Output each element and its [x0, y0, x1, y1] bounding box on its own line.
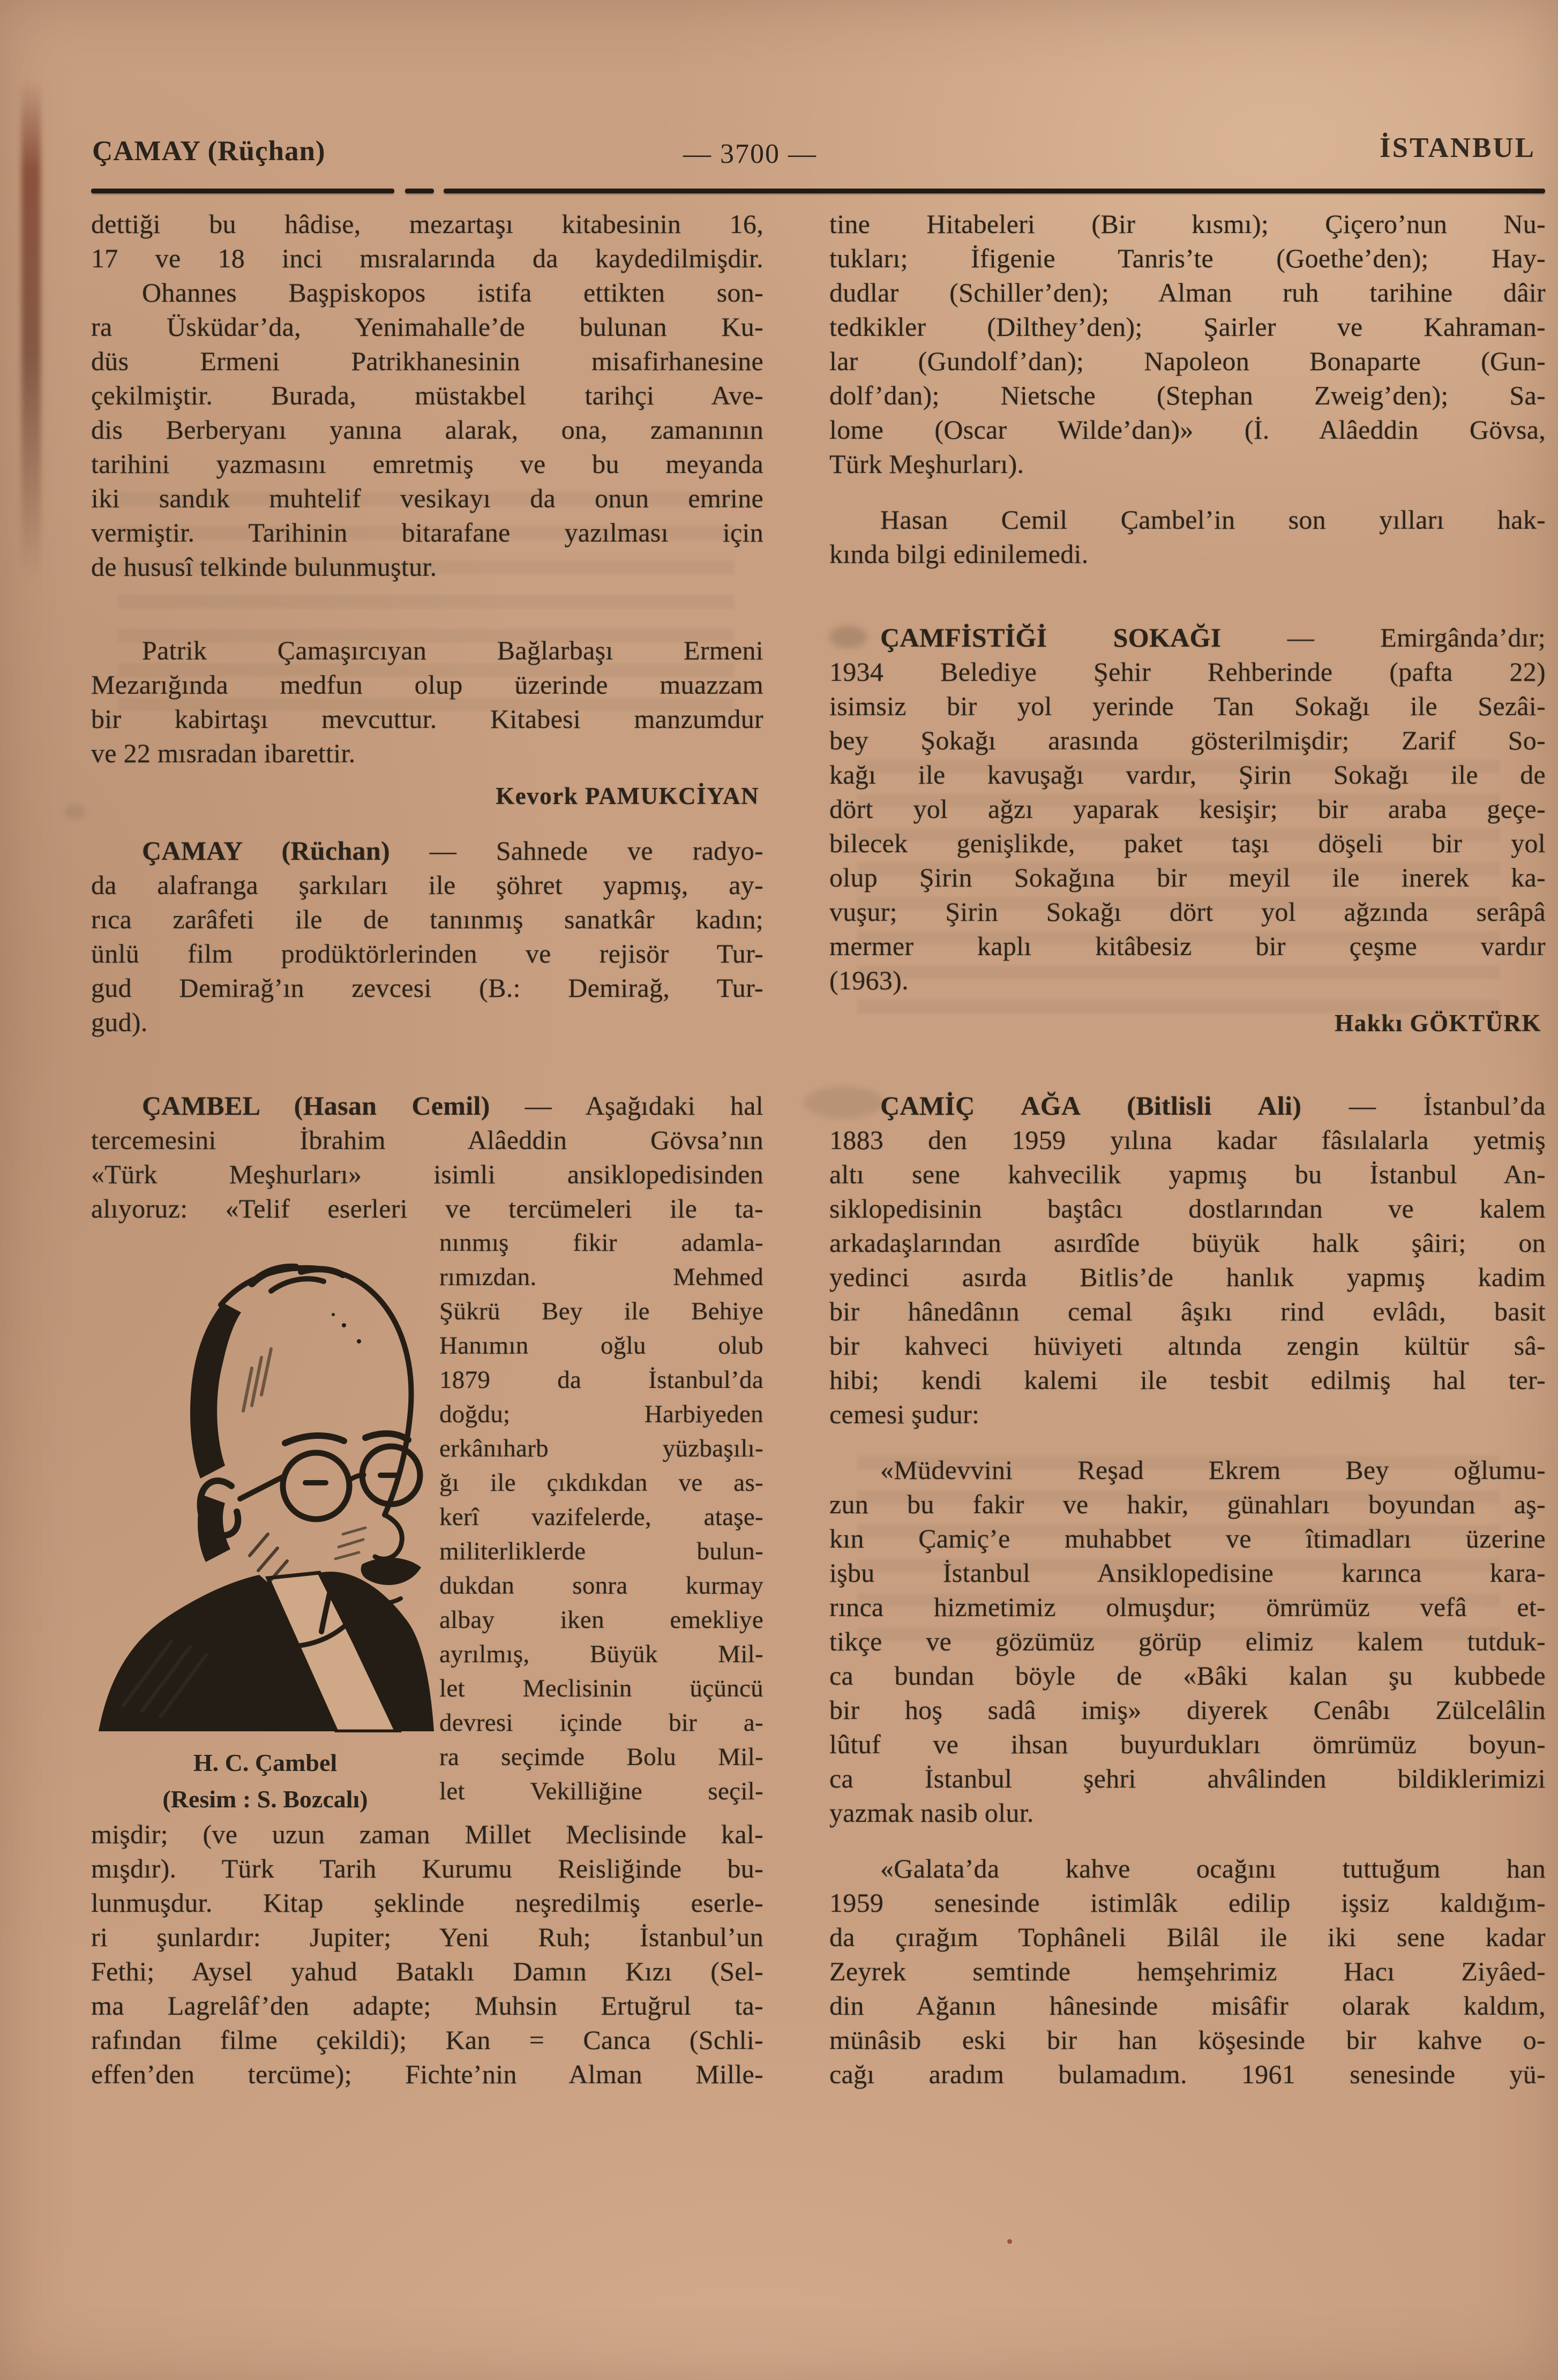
- paragraph: [829, 502, 1546, 571]
- left-column: [91, 207, 763, 2091]
- text-line: kında bilgi edinilemedi.: [829, 539, 1089, 569]
- text-line: lar (Gundolf’dan); Napoleon Bonaparte (Gun-: [829, 346, 1546, 376]
- text-line: ca bundan böyle de «Bâki kalan şu kubbede: [829, 1661, 1546, 1691]
- text-line: ünlü film prodüktörlerinden ve rejisör Tur-: [91, 939, 763, 968]
- text-line: devresi içinde bir a-: [439, 1709, 763, 1737]
- header-rule: [91, 189, 394, 193]
- text-line: gud).: [91, 1007, 148, 1037]
- text-line: albay iken emekliye: [439, 1606, 763, 1634]
- portrait-sketch: [91, 1234, 439, 1732]
- paragraph: [91, 275, 763, 584]
- text-line: 1883 den 1959 yılına kadar fâsılalarla yetmiş: [829, 1125, 1546, 1155]
- text-line: Hanımın oğlu olub: [439, 1332, 763, 1360]
- text-line: «Müdevvini Reşad Ekrem Bey oğlumu-: [880, 1455, 1546, 1485]
- text-line: dört yol ağzı yaparak kesişir; bir araba geçe-: [829, 794, 1546, 824]
- text-line: rınca hizmetimiz olmuşdur; ömrümüz vefâ et-: [829, 1592, 1546, 1622]
- text-line: kerî vazifelerde, ataşe-: [439, 1503, 763, 1531]
- text-line: ÇAMİÇ AĞA (Bitlisli Ali) — İstanbul’da: [880, 1091, 1546, 1121]
- text-line: dolf’dan); Nietsche (Stephan Zweig’den); Sa-: [829, 380, 1546, 410]
- text-line: militerliklerde bulun-: [439, 1537, 763, 1565]
- text-line: siklopedisinin baştâcı dostlarından ve kalem: [829, 1193, 1546, 1223]
- text-line: tukları; İfigenie Tanris’te (Goethe’den); Hay-: [829, 243, 1546, 273]
- text-line: ma Lagrelâf’den adapte; Muhsin Ertuğrul ta-: [91, 1991, 763, 2021]
- page-gutter-shadow: [21, 80, 41, 579]
- text-line: 1879 da İstanbul’da: [439, 1366, 763, 1394]
- text-line: dudlar (Schiller’den); Alman ruh tarihine dâir: [829, 277, 1546, 307]
- text-line: arkadaşlarından asırdîde büyük halk şâiri; on: [829, 1228, 1546, 1258]
- text-line: da alafranga şarkıları ile şöhret yapmış, ay-: [91, 870, 763, 900]
- text-line: cağı aradım bulamadım. 1961 senesinde yü-: [829, 2059, 1546, 2089]
- header-rule: [405, 189, 434, 193]
- text-line: Ohannes Başpiskopos istifa ettikten son-: [142, 277, 763, 307]
- text-line: zun bu fakir ve hakir, günahları boyundan aş-: [829, 1489, 1546, 1519]
- author-byline: Kevork PAMUKCİYAN: [496, 783, 759, 809]
- text-line: ÇAMFİSTİĞİ SOKAĞI — Emirgânda’dır;: [880, 622, 1546, 652]
- text-line: tine Hitabeleri (Bir kısmı); Çiçero’nun Nu-: [829, 209, 1546, 239]
- text-line: erkânıharb yüzbaşılı-: [439, 1435, 763, 1462]
- text-line: Hasan Cemil Çambel’in son yılları hak-: [880, 505, 1546, 535]
- text-line: mişdir; (ve uzun zaman Millet Meclisinde kal-: [91, 1819, 763, 1849]
- text-line: kın Çamiç’e muhabbet ve îtimadları üzerine: [829, 1523, 1546, 1553]
- entry-headword: ÇAMBEL (Hasan Cemil): [142, 1091, 490, 1121]
- text-line: Fethi; Aysel yahud Bataklı Damın Kızı (Sel-: [91, 1956, 763, 1986]
- text-line: doğdu; Harbiyeden: [439, 1400, 763, 1428]
- paragraph: [829, 207, 1546, 481]
- paper-speck: [1007, 2239, 1012, 2244]
- paragraph: [829, 620, 1546, 997]
- text-line: vermiştir. Tarihinin bitarafane yazılması için: [91, 517, 763, 547]
- ink-smudge: [64, 804, 86, 820]
- running-head-title: İSTANBUL: [1379, 132, 1535, 163]
- entry-headword: ÇAMAY (Rüchan): [142, 836, 390, 866]
- running-head-entry: ÇAMAY (Rüçhan): [92, 136, 326, 167]
- text-line: Şükrü Bey ile Behiye: [439, 1297, 763, 1325]
- figure-caption-name: H. C. Çambel: [193, 1749, 338, 1776]
- text-line: alıyoruz: «Telif eserleri ve tercümeleri ile ta-: [91, 1193, 763, 1223]
- author-byline: Hakkı GÖKTÜRK: [1335, 1010, 1541, 1037]
- page-number: — 3700 —: [683, 139, 817, 169]
- text-line: Türk Meşhurları).: [829, 449, 1024, 479]
- text-line: yazmak nasib olur.: [829, 1798, 1034, 1828]
- text-line: let Vekilliğine seçil-: [439, 1777, 763, 1805]
- text-line: olup Şirin Sokağına bir meyil ile inerek ka-: [829, 862, 1546, 892]
- paragraph: [829, 1088, 1546, 1431]
- text-line: dettiği bu hâdise, mezartaşı kitabesinin 16,: [91, 209, 763, 239]
- text-line: mermer kaplı kitâbesiz bir çeşme vardır: [829, 931, 1546, 961]
- text-line: vuşur; Şirin Sokağı dört yol ağzında serâpâ: [829, 897, 1546, 927]
- text-line: işbu İstanbul Ansiklopedisine karınca kara-: [829, 1558, 1546, 1588]
- text-line: rafından filme çekildi); Kan = Canca (Schli-: [91, 2025, 763, 2055]
- text-line: bir hânedânın cemal âşıkı rind evlâdı, basit: [829, 1296, 1546, 1326]
- entry-with-figure: [91, 1088, 763, 2091]
- text-line: ca İstanbul şehri ahvâlinden bildiklerimizi: [829, 1763, 1546, 1793]
- text-line: iki sandık muhtelif vesikayı da onun emrine: [91, 483, 763, 513]
- text-line: tercemesini İbrahim Alâeddin Gövsa’nın: [91, 1125, 763, 1155]
- text-line: yedinci asırda Bitlis’de hanlık yapmış kadim: [829, 1262, 1546, 1292]
- right-column: [829, 207, 1546, 2091]
- text-line: let Meclisinin üçüncü: [439, 1675, 763, 1702]
- text-line: bir kahveci hüviyeti altında zengin kültür sâ-: [829, 1331, 1546, 1361]
- text-line: bir kabirtaşı mevcuttur. Kitabesi manzumdur: [91, 704, 763, 734]
- text-line: ğı ile çıkdıkdan ve as-: [439, 1469, 763, 1497]
- text-line: 1959 senesinde istimlâk edilip işsiz kaldığım-: [829, 1888, 1546, 1918]
- text-line: bey Şokağı arasında gösterilmişdir; Zarif So-: [829, 725, 1546, 755]
- text-line: lome (Oscar Wilde’dan)» (İ. Alâeddin Gövsa,: [829, 415, 1546, 445]
- portrait-illustration: [91, 1234, 439, 1815]
- text-line: kağı ile kavuşağı vardır, Şirin Sokağı ile de: [829, 760, 1546, 790]
- text-line: 17 ve 18 inci mısralarında da kaydedilmişdir.: [91, 243, 763, 273]
- text-line: «Türk Meşhurları» isimli ansiklopedisinden: [91, 1159, 763, 1189]
- text-line: tarihini yazmasını emretmiş ve bu meyanda: [91, 449, 763, 479]
- paragraph: [829, 1851, 1546, 2091]
- text-line: bilecek genişlikde, paket taşı döşeli bir yol: [829, 828, 1546, 858]
- text-line: tikçe ve gözümüz görüp elimiz kalem tutduk-: [829, 1626, 1546, 1656]
- text-line: isimsiz bir yol yerinde Tan Sokağı ile Sezâi-: [829, 691, 1546, 721]
- text-line: 1934 Belediye Şehir Rehberinde (pafta 22): [829, 657, 1546, 687]
- text-line: de hususî telkinde bulunmuştur.: [91, 552, 437, 582]
- text-line: din Ağanın hânesinde misâfir olarak kaldım,: [829, 1991, 1546, 2021]
- text-line: (1963).: [829, 965, 909, 995]
- text-line: dukdan sonra kurmay: [439, 1572, 763, 1600]
- text-line: ayrılmış, Büyük Mil-: [439, 1640, 763, 1668]
- header-rule: [444, 189, 1545, 193]
- paragraph: [91, 834, 763, 1039]
- paragraph: [91, 207, 763, 275]
- text-line: Zeyrek semtinde hemşehrimiz Hacı Ziyâed-: [829, 1956, 1546, 1986]
- text-line: lunmuşdur. Kitap şeklinde neşredilmiş eserle-: [91, 1888, 763, 1918]
- text-line: effen’den tercüme); Fichte’nin Alman Mille-: [91, 2059, 763, 2089]
- text-line: düs Ermeni Patrikhanesinin misafirhanesine: [91, 346, 763, 376]
- paragraph: [829, 1453, 1546, 1830]
- text-line: dis Berberyanı yanına alarak, ona, zamanının: [91, 415, 763, 445]
- text-line: ra seçimde Bolu Mil-: [439, 1743, 763, 1771]
- text-line: çekilmiştir. Burada, müstakbel tarihçi Ave-: [91, 380, 763, 410]
- figure-caption-credit: (Resim : S. Bozcalı): [162, 1785, 368, 1813]
- text-line: Mezarığında medfun olup üzerinde muazzam: [91, 670, 763, 700]
- text-line: rıca zarâfeti ile de tanınmış sanatkâr kadın;: [91, 904, 763, 934]
- entry-headword: ÇAMİÇ AĞA (Bitlisli Ali): [880, 1091, 1302, 1121]
- text-line: tedkikler (Dilthey’den); Şairler ve Kahraman-: [829, 312, 1546, 342]
- text-line: ra Üsküdar’da, Yenimahalle’de bulunan Ku-: [91, 312, 763, 342]
- text-line: cemesi şudur:: [829, 1399, 980, 1429]
- entry-headword: ÇAMFİSTİĞİ SOKAĞI: [880, 622, 1222, 652]
- text-line: münâsib eski bir han köşesinde bir kahve o-: [829, 2025, 1546, 2055]
- text-line: bir hoş sadâ imiş» diyerek Cenâbı Zülcelâlin: [829, 1695, 1546, 1725]
- text-line: mışdır). Türk Tarih Kurumu Reisliğinde bu-: [91, 1853, 763, 1883]
- text-line: ÇAMAY (Rüchan) — Sahnede ve radyo-: [142, 836, 763, 866]
- text-line: nınmış fikir adamla-: [439, 1229, 763, 1257]
- text-line: rımızdan. Mehmed: [439, 1263, 763, 1291]
- text-line: da çırağım Tophâneli Bilâl ile iki sene kadar: [829, 1922, 1546, 1952]
- text-line: ve 22 mısradan ibarettir.: [91, 738, 356, 768]
- text-line: altı sene kahvecilik yapmış bu İstanbul An-: [829, 1159, 1546, 1189]
- text-line: lûtuf ve ihsan buyurdukları ömrümüz boyun-: [829, 1729, 1546, 1759]
- text-line: gud Demirağ’ın zevcesi (B.: Demirağ, Tur-: [91, 973, 763, 1003]
- text-line: hibi; kendi kalemi ile tesbit edilmiş hal ter-: [829, 1365, 1546, 1395]
- text-line: ri şunlardır: Jupiter; Yeni Ruh; İstanbul’un: [91, 1922, 763, 1952]
- paragraph: [91, 633, 763, 770]
- text-line: «Galata’da kahve ocağını tuttuğum han: [880, 1853, 1546, 1883]
- text-line: Patrik Çamaşırcıyan Bağlarbaşı Ermeni: [142, 635, 763, 665]
- text-line: ÇAMBEL (Hasan Cemil) — Aşağıdaki hal: [142, 1091, 763, 1121]
